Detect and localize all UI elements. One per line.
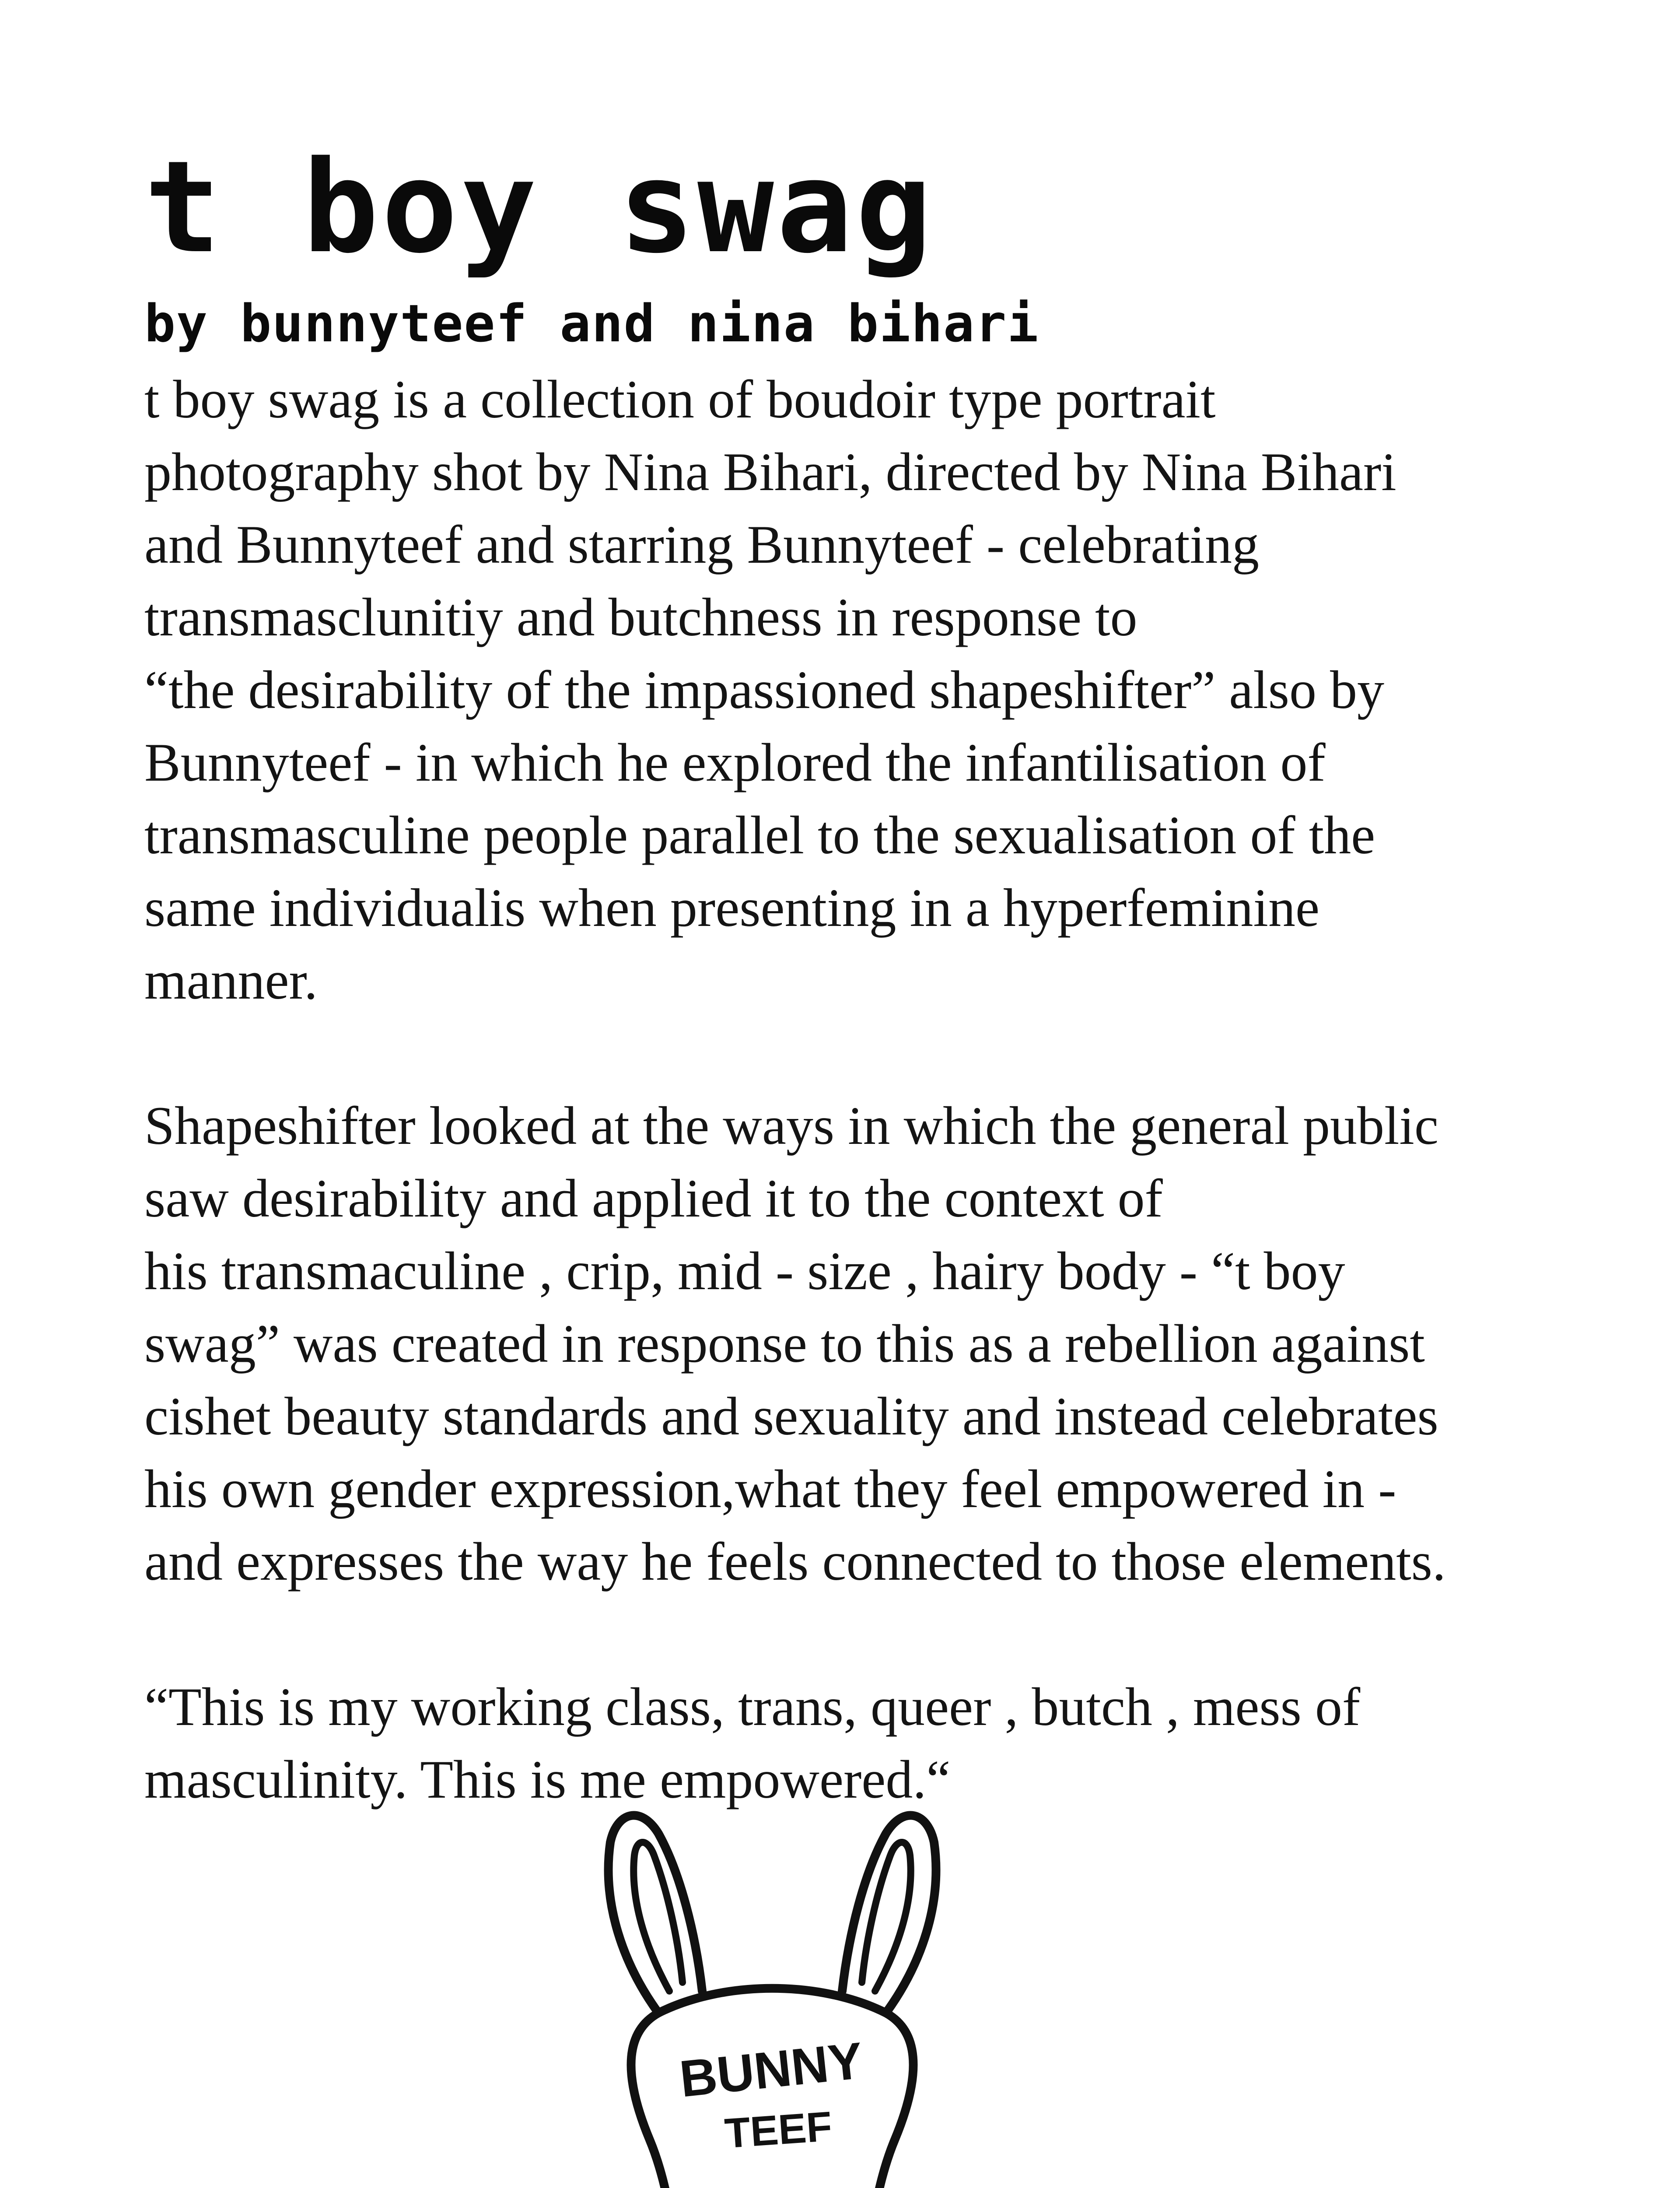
text-line: “the desirability of the impassioned shapeshifter” also by bbox=[144, 660, 1385, 720]
document-byline: by bunnyteef and nina bihari bbox=[144, 293, 1040, 354]
body-text bbox=[144, 363, 1601, 1816]
text-line: Bunnyteef - in which he explored the infantilisation of bbox=[144, 733, 1326, 792]
text-line: transmasculine people parallel to the sexualisation of the bbox=[144, 805, 1376, 865]
logo-text-teef: TEEF bbox=[723, 2103, 834, 2157]
text-line: saw desirability and applied it to the context of bbox=[144, 1168, 1163, 1228]
logo-text-bunny: BUNNY bbox=[677, 2031, 866, 2108]
text-line: photography shot by Nina Bihari, directed by Nina Bihari bbox=[144, 442, 1396, 502]
document-title: t boy swag bbox=[144, 134, 934, 281]
text-line: “This is my working class, trans, queer , butch , mess of bbox=[144, 1677, 1361, 1737]
paragraph-spacer bbox=[144, 1598, 1601, 1671]
text-line: cishet beauty standards and sexuality and instead celebrates bbox=[144, 1386, 1438, 1446]
text-line: same individualis when presenting in a hyperfeminine bbox=[144, 878, 1320, 938]
text-line: masculinity. This is me empowered.“ bbox=[144, 1750, 951, 1809]
text-line: and expresses the way he feels connected to those elements. bbox=[144, 1532, 1446, 1592]
paragraph-quote bbox=[144, 1671, 1601, 1816]
text-line: and Bunnyteef and starring Bunnyteef - celebrating bbox=[144, 515, 1259, 575]
left-ear-outer bbox=[609, 1816, 702, 2013]
bunnyteef-logo bbox=[593, 1807, 952, 2188]
text-line: swag” was created in response to this as a rebellion against bbox=[144, 1314, 1425, 1374]
text-line: Shapeshifter looked at the ways in which the general public bbox=[144, 1096, 1438, 1156]
text-line: t boy swag is a collection of boudoir type portrait bbox=[144, 369, 1216, 429]
text-line: his own gender expression,what they feel empowered in - bbox=[144, 1459, 1396, 1519]
right-ear-outer bbox=[842, 1816, 936, 2013]
paragraph-spacer bbox=[144, 1017, 1601, 1090]
text-line: manner. bbox=[144, 950, 318, 1010]
text-line: his transmaculine , crip, mid - size , hairy body - “t boy bbox=[144, 1241, 1345, 1301]
paragraph-intro bbox=[144, 363, 1601, 1017]
text-line: transmasclunitiy and butchness in response to bbox=[144, 587, 1138, 647]
paragraph-shapeshifter bbox=[144, 1090, 1601, 1598]
